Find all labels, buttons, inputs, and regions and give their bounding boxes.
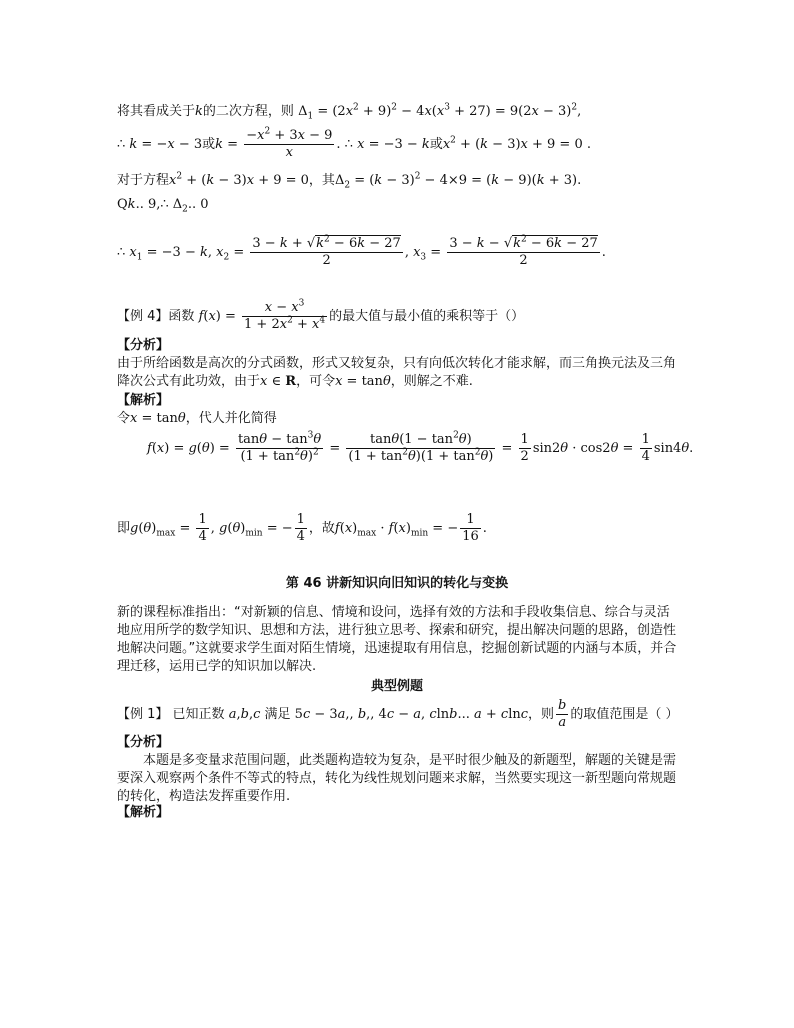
text: 函数 — [168, 309, 195, 324]
text-line-1: 将其看成关于k的二次方程，则 $\Delta_1 = (2x^2 + 9)^2 - 4x(x^3 + 27) = 9(2x - 3)^2$, — [117, 102, 582, 122]
text: Q — [117, 197, 128, 212]
text: 将其看成关于 — [117, 104, 196, 119]
text: ，其 — [308, 173, 335, 188]
example-4: 【例 4】函数 f(x) = $\frac{x - x^3}{1 + 2x^2 + x^4}$ 的最大值与最小值的乘积等于（） — [117, 298, 525, 332]
solution-text: 令x = tanθ，代人并化简得 — [117, 411, 277, 426]
text: 已知正数 — [172, 707, 225, 722]
example-1: 【例 1】 已知正数 a,b,c 满足 5c − 3a,, b,, 4c − a, clnb... a + clnc，则 $\frac{b}{a}$ 的取值范围是（ ） — [117, 698, 679, 730]
solution-label: 【解析】 — [117, 393, 170, 408]
text-line-2: ∴ k = −x − 3或k = $\frac{-x^2 + 3x - 9}{x}$ . ∴ x = −3 − k或$x^2 + (k - 3)x + 9 = 0$ . — [117, 126, 591, 160]
text: 的二次方程，则 — [202, 104, 294, 119]
example-label: 【例 1】 — [117, 707, 169, 722]
text: 或 — [202, 137, 216, 152]
text-line-5: ∴ $x_1 = -3 - k$, $x_2$ = $\frac{3 - k + √k^2 - 6k - 27}{2}$ , $x_3$ = $\frac{3 - k - √k^2 - 6k - 27}{2}$ . — [117, 234, 606, 268]
text: ，则 — [528, 707, 555, 722]
text-line-4: Qk.. 9,∴ $\Delta_2$.. 0 — [117, 197, 209, 215]
conclusion-line: 即$g(\theta)_{max}$ = $\frac{1}{4}$ , $g(\theta)_{min}$ = − $\frac{1}{4}$ ，故$f(x)_{max} \cdot f(x)_{min}$ = − $\frac{1}{16}$ . — [117, 512, 487, 544]
analysis-text: 由于所给函数是高次的分式函数，形式又较复杂，只有向低次转化才能求解，而三角换元法及三角降次公式有此功效，由于x ∈ R，可令x = tanθ，则解之不难. — [117, 356, 677, 389]
example-label: 【例 4】 — [117, 309, 169, 324]
text: 的最大值与最小值的乘积等于（） — [329, 309, 525, 324]
text: 对于方程 — [117, 173, 170, 188]
text: 的取值范围是（ ） — [570, 707, 679, 722]
solution-label-2: 【解析】 — [117, 805, 170, 820]
intro-paragraph: 新的课程标准指出：“对新颖的信息、情境和设问，选择有效的方法和手段收集信息、综合与灵活地应用所学的数学知识、思想和方法，进行独立思考、探索和研究，提出解决问题的思路，创造性地解决问题。”这就要求学生面对陌生情境，迅速提取有用信息，挖掘创新试题的内涵与本质，并合理迁移，运用已学的知识加以解决. — [117, 605, 677, 674]
analysis-label-2: 【分析】 — [117, 735, 170, 750]
text: 或 — [429, 137, 443, 152]
typical-examples-heading: 典型例题 — [370, 679, 423, 694]
equation-g-theta: f(x) = g(θ) = $\frac{\tan\theta - \tan^3\theta}{(1 + \tan^2\theta)^2}$ = $\frac{\tan\theta(1 - \tan^2\theta)}{(1 + \tan^2\theta)(1 + \tan^2\theta)}$ = $\frac{1}{2}$ sin2θ · cos2θ = $\frac{1}{4}$ sin4θ. — [147, 430, 694, 464]
analysis-paragraph-2: 本题是多变量求范围问题，此类题构造较为复杂，是平时很少触及的新题型，解题的关键是需要深入观察两个条件不等式的特点，转化为线性规划问题来求解，当然要实现这一新型题向常规题的转化，构造法发挥重要作用. — [117, 753, 677, 804]
text-line-3: 对于方程$x^2 + (k - 3)x + 9 = 0$，其$\Delta_2 = (k - 3)^2 - 4\times 9 = (k - 9)(k + 3)$. — [117, 171, 582, 191]
section-heading: 第 46 讲新知识向旧知识的转化与变换 — [285, 576, 509, 591]
text: 满足 — [264, 707, 291, 722]
analysis-label: 【分析】 — [117, 338, 170, 353]
